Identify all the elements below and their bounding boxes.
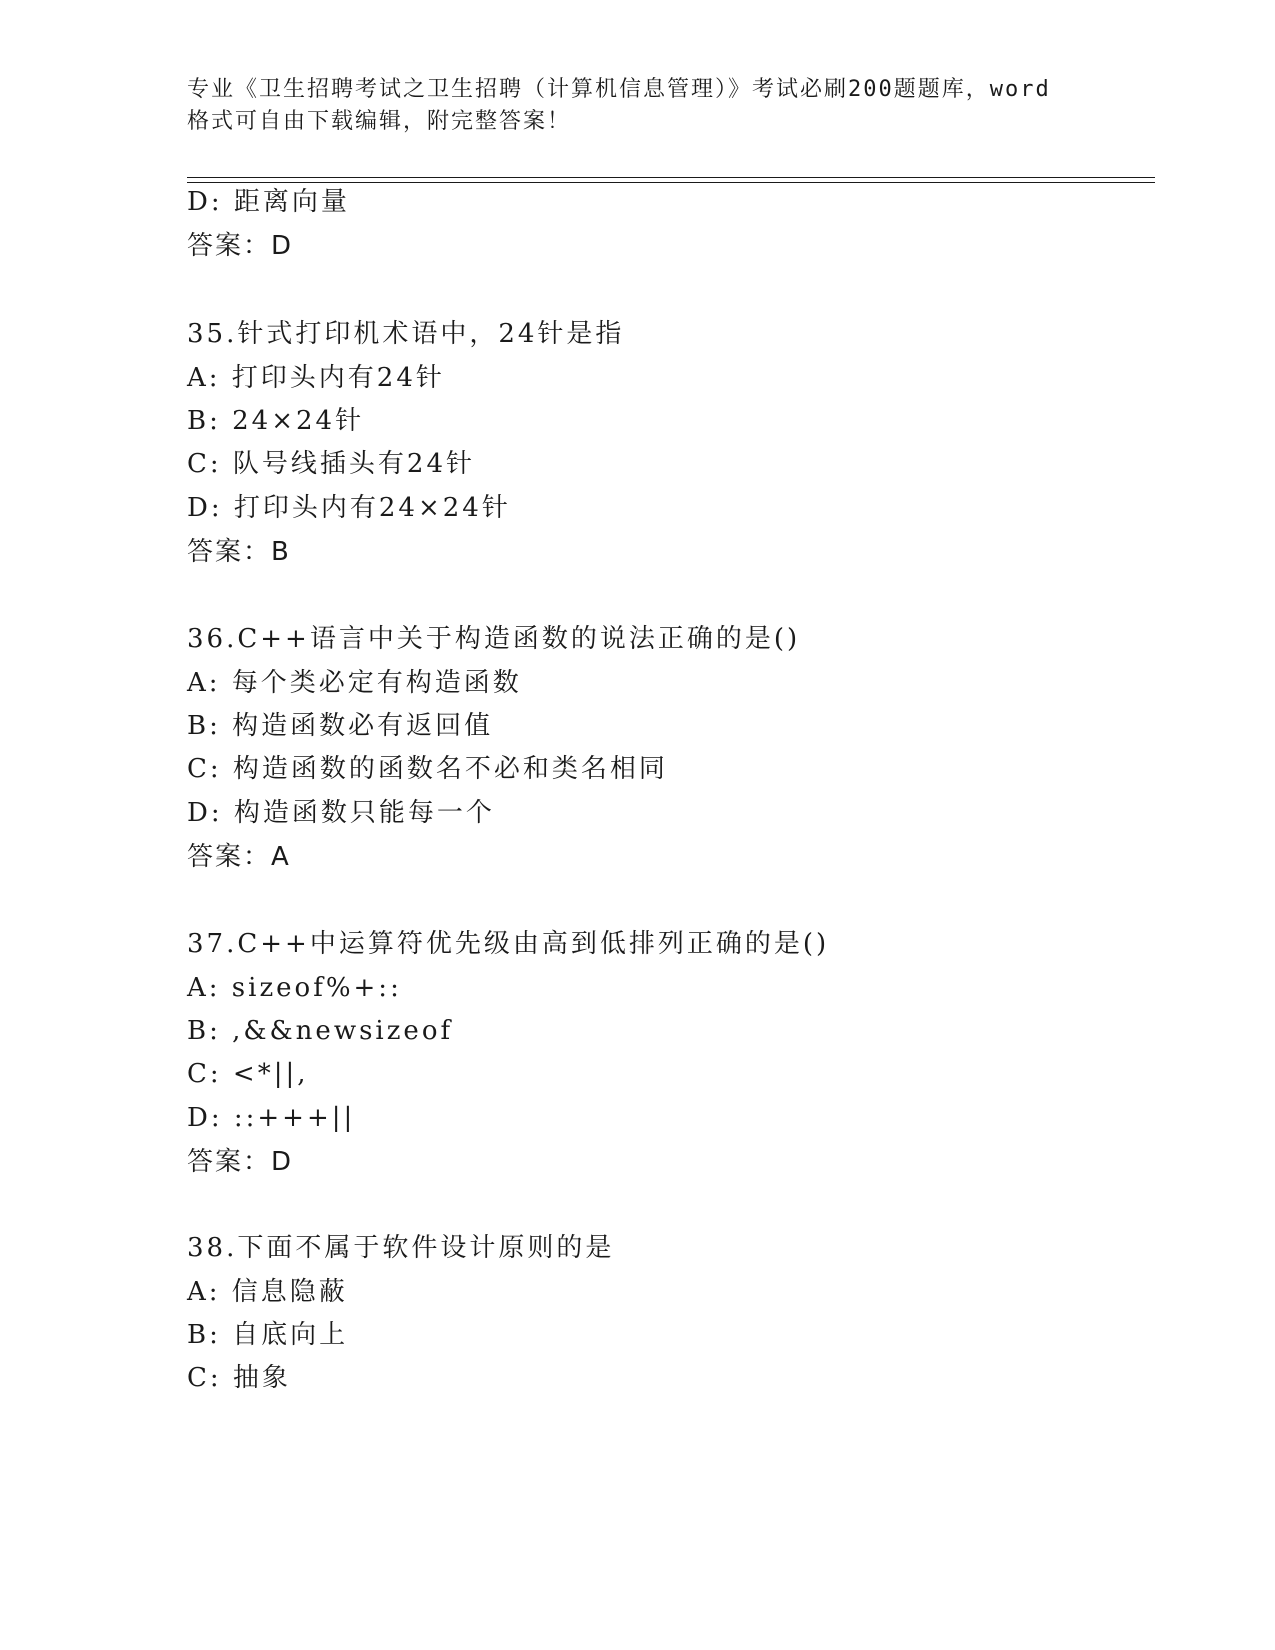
question-35-answer: 答案：B: [187, 537, 291, 567]
question-37-option-b: B: ,&&newsizeof: [187, 1016, 454, 1046]
question-37-option-d: D: ::+++||: [187, 1103, 356, 1133]
prev-option-d: D: 距离向量: [187, 187, 350, 217]
question-38-option-a: A: 信息隐蔽: [187, 1277, 348, 1307]
question-37-option-c: C: <*||,: [187, 1059, 309, 1089]
question-38-option-c: C: 抽象: [187, 1363, 291, 1393]
header-divider-top: [187, 177, 1155, 178]
question-36-answer: 答案：A: [187, 842, 291, 872]
question-37-answer: 答案：D: [187, 1147, 294, 1177]
header-title-line-1: 专业《卫生招聘考试之卫生招聘（计算机信息管理）》考试必刷200题题库，word: [187, 77, 1051, 102]
question-36-stem: 36.C++语言中关于构造函数的说法正确的是(): [187, 624, 801, 654]
document-header: [187, 74, 1087, 138]
question-36-option-b: B: 构造函数必有返回值: [187, 711, 494, 741]
question-38-stem: 38.下面不属于软件设计原则的是: [187, 1233, 615, 1263]
header-divider-bottom: [187, 182, 1155, 183]
question-38-option-b: B: 自底向上: [187, 1320, 349, 1350]
header-title-line-2: 格式可自由下载编辑，附完整答案！: [187, 109, 572, 134]
prev-answer: 答案：D: [187, 231, 294, 261]
question-36-option-c: C: 构造函数的函数名不必和类名相同: [187, 754, 668, 784]
question-35-option-a: A: 打印头内有24针: [187, 363, 445, 393]
question-36-option-d: D: 构造函数只能每一个: [187, 798, 495, 828]
question-37-option-a: A: sizeof%+::: [187, 973, 402, 1003]
question-35-stem: 35.针式打印机术语中，24针是指: [187, 319, 625, 349]
question-37-stem: 37.C++中运算符优先级由高到低排列正确的是(): [187, 929, 830, 959]
question-35-option-b: B: 24×24针: [187, 406, 365, 436]
question-35-option-c: C: 队号线插头有24针: [187, 449, 476, 479]
question-35-option-d: D: 打印头内有24×24针: [187, 493, 511, 523]
question-36-option-a: A: 每个类必定有构造函数: [187, 668, 522, 698]
